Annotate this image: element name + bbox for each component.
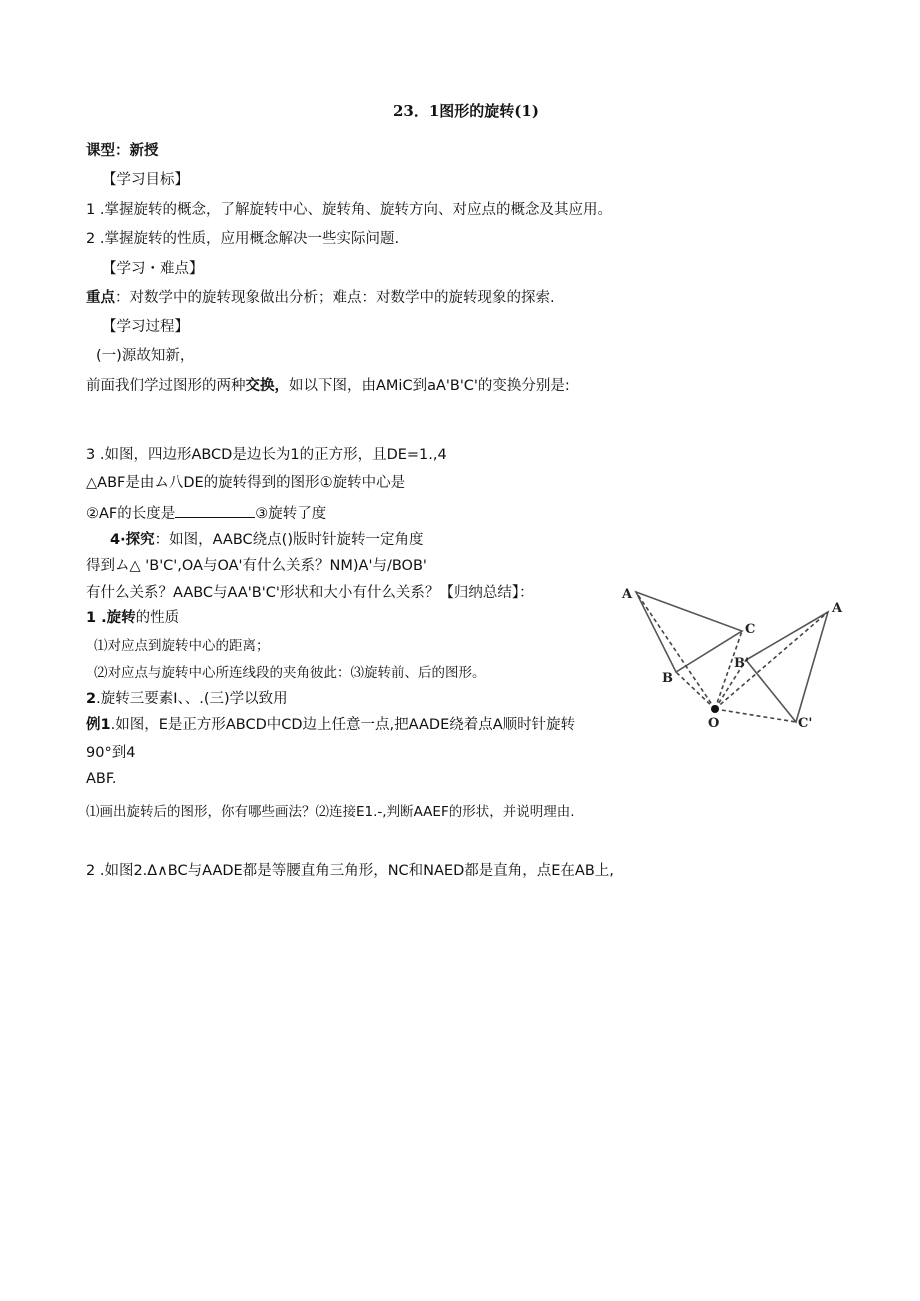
question-4-line-3: 有什么关系？AABC与AA'B'C'形状和大小有什么关系？【归纳总结】： [86, 585, 534, 601]
previous-transform [86, 377, 570, 395]
question-3-line-1: 3 .如图，四边形ABCD是边长为1的正方形，且DE=1.,4 [86, 447, 447, 463]
goal-2: 2 .掌握旋转的性质，应用概念解决一些实际问题. [86, 231, 400, 247]
review-heading: (一)源故知新， [96, 348, 195, 364]
prev-text-a: 前面我们学过图形的两种 [86, 378, 246, 394]
rotation-center-point [711, 705, 719, 713]
key-points [86, 289, 555, 307]
segment-oa [636, 592, 715, 709]
example-1-line-1 [86, 716, 575, 734]
question-3-line-3 [86, 503, 326, 523]
elements-heading [86, 690, 288, 708]
property-heading [86, 609, 179, 627]
answer-blank [175, 503, 255, 518]
property-2: ⑵对应点与旋转中心所连线段的夹角彼此：⑶旋转前、后的图形。 [94, 665, 486, 681]
section-goals-heading: 【学习目标】 [102, 172, 189, 188]
q4-text: ：如图，AABC绕点()版时针旋转一定角度 [154, 532, 424, 548]
q4-label: 4·探究 [110, 532, 155, 548]
label-a-prime: A [832, 601, 843, 616]
key-text: ：对数学中的旋转现象做出分析；难点：对数学中的旋转现象的探索. [115, 290, 555, 306]
label-c: C [745, 622, 756, 637]
label-c-prime: C' [798, 716, 813, 731]
question-4-line-1 [110, 531, 423, 549]
triangle-abc [636, 592, 742, 672]
label-b-prime: B' [734, 656, 749, 671]
label-a: A [622, 587, 633, 602]
page-title: 23．1图形的旋转(1) [393, 102, 539, 120]
triangle-abc-prime [746, 612, 828, 722]
segment-oc-prime [715, 709, 796, 722]
example-1-line-3: ABF. [86, 771, 117, 787]
ex1-text: .如图，E是正方形ABCD中CD边上任意一点,把AADE绕着点A顺时针旋转 [110, 717, 576, 733]
elem-num: 2 [86, 691, 97, 707]
example-1-line-4: ⑴画出旋转后的图形，你有哪些画法？⑵连接E1.-,判断AAEF的形状，并说明理由. [86, 804, 575, 820]
question-4-line-2: 得到ム△ 'B'C',OA与OA'有什么关系？NM)A'与/BOB' [86, 558, 427, 574]
rotation-figure [600, 570, 880, 740]
prop-text: 的性质 [135, 610, 180, 626]
prop-num: 1 .旋转 [86, 610, 136, 626]
prev-text-b: 如以下图，由AMiC到aA'B'C'的变换分别是: [289, 378, 570, 394]
goal-1: 1 .掌握旋转的概念，了解旋转中心、旋转角、旋转方向、对应点的概念及其应用。 [86, 202, 612, 218]
key-label: 重点 [86, 290, 115, 306]
segment-ob [676, 672, 715, 709]
prev-text-bold: 交换， [245, 378, 289, 394]
section-process-heading: 【学习过程】 [102, 319, 189, 335]
property-1: ⑴对应点到旋转中心的距离； [94, 638, 270, 654]
q3-rotation-label: ③旋转了度 [255, 506, 327, 522]
label-b: B [662, 671, 673, 686]
elem-text: .旋转三要素I、、.(三)学以致用 [96, 691, 288, 707]
course-type: 课型：新授 [86, 143, 159, 159]
question-2-line: 2 .如图2.Δ∧BC与AADE都是等腰直角三角形，NC和NAED都是直角，点E在AB上, [86, 863, 614, 879]
example-1-line-2: 90°到4 [86, 745, 136, 761]
ex1-label: 例1 [86, 717, 111, 733]
question-3-line-2: △ABF是由ム八DE的旋转得到的图形①旋转中心是 [86, 475, 406, 491]
section-key-heading: 【学习・难点】 [102, 261, 204, 277]
label-o: O [708, 716, 720, 731]
q3-af-label: ②AF的长度是 [86, 506, 176, 522]
